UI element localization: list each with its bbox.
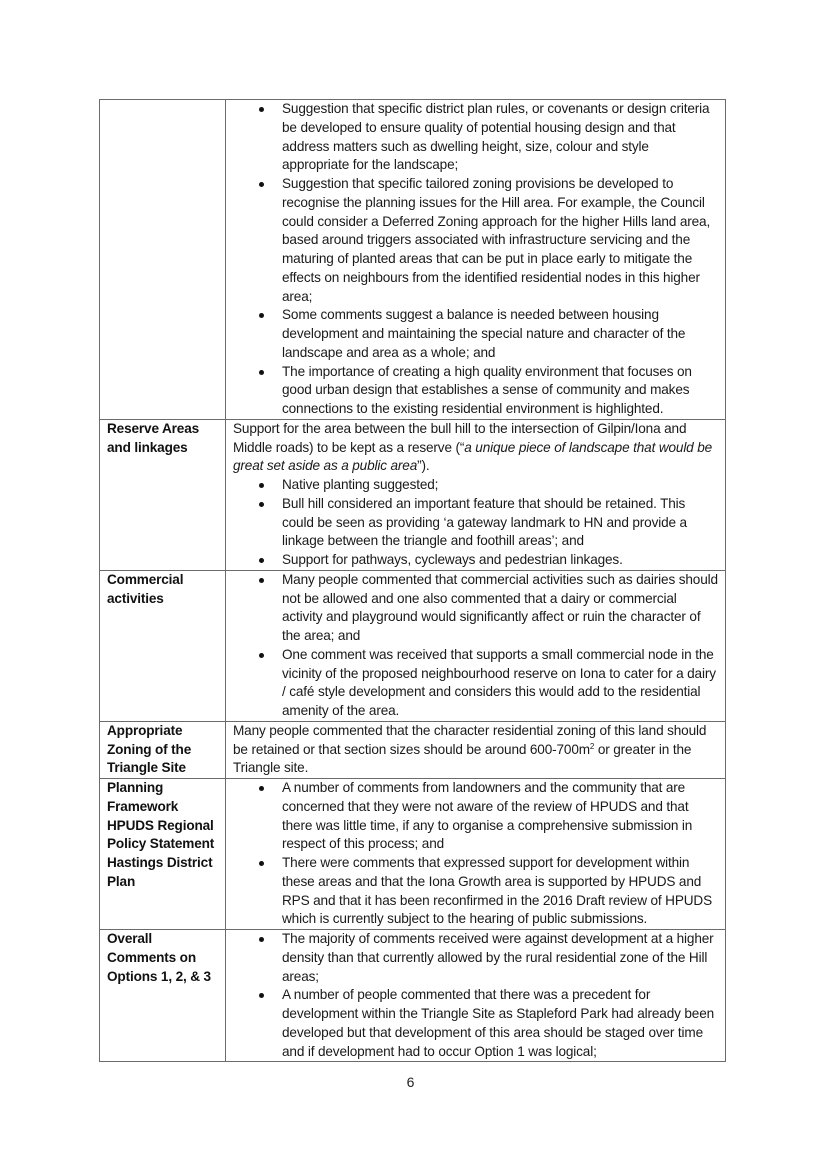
- row-text: [233, 722, 719, 778]
- intro-quote: a unique piece of landscape that would be great set aside as a public area: [233, 439, 713, 474]
- row-label: Overall Comments on Options 1, 2, & 3: [100, 930, 226, 1062]
- row-content: [226, 779, 726, 930]
- bullet-item: A number of people commented that there was a precedent for development within the Triangle Site as Stapleford Park had already been developed but that development of this area should be staged over time and if development had to occur Option 1 was logical;: [233, 986, 719, 1061]
- row-label-empty: [100, 100, 226, 420]
- bullet-list: [233, 571, 719, 721]
- superscript: 2: [589, 741, 595, 751]
- bullet-list: [233, 930, 719, 1061]
- row-label: Planning Framework HPUDS Regional Policy Statement Hastings District Plan: [100, 779, 226, 930]
- text-after-sup: or greater in the Triangle site.: [233, 741, 692, 776]
- row-intro-text: [233, 420, 719, 476]
- bullet-list: [233, 779, 719, 929]
- table-row-commercial-activities: [100, 570, 726, 721]
- bullet-item: Many people commented that commercial activities such as dairies should not be allowed and one also commented that a dairy or commercial activity and playground would significantly affect or ruin the character of the area; and: [233, 571, 719, 646]
- intro-suffix: ”).: [417, 458, 430, 474]
- bullet-item: Suggestion that specific district plan rules, or covenants or design criteria be developed to ensure quality of potential housing design and that address matters such as dwelling height, size, colour and style appropriate for the landscape;: [233, 100, 719, 175]
- bullet-item: One comment was received that supports a small commercial node in the vicinity of the proposed neighbourhood reserve on Iona to cater for a dairy / café style development and considers this would add to the residential amenity of the area.: [233, 646, 719, 721]
- bullet-item: Support for pathways, cycleways and pedestrian linkages.: [233, 551, 719, 570]
- bullet-item: Bull hill considered an important feature that should be retained. This could be seen as providing ‘a gateway landmark to HN and provide a linkage between the triangle and foothill areas’; and: [233, 495, 719, 551]
- intro-prefix: Support for the area between the bull hill to the intersection of Gilpin/Iona and Middle roads) to be kept as a reserve (“: [233, 420, 687, 455]
- table-row-appropriate-zoning: [100, 721, 726, 778]
- table-row-planning-framework: [100, 779, 726, 930]
- row-content: [226, 100, 726, 420]
- row-label: Appropriate Zoning of the Triangle Site: [100, 721, 226, 778]
- row-content: [226, 419, 726, 570]
- table-row-design-continuation: [100, 100, 726, 420]
- bullet-item: A number of comments from landowners and the community that are concerned that they were not aware of the review of HPUDS and that there was little time, if any to organise a comprehensive submission in respect of this process; and: [233, 779, 719, 854]
- table-row-overall-comments: [100, 930, 726, 1062]
- bullet-item: Suggestion that specific tailored zoning provisions be developed to recognise the planning issues for the Hill area. For example, the Council could consider a Deferred Zoning approach for the higher Hills land area, based around triggers associated with infrastructure servicing and the maturing of planted areas that can be put in place early to mitigate the effects on neighbours from the identified residential nodes in this higher area;: [233, 175, 719, 306]
- row-content: [226, 570, 726, 721]
- bullet-item: The majority of comments received were against development at a higher density than that currently allowed by the rural residential zone of the Hill areas;: [233, 930, 719, 986]
- row-label: Reserve Areas and linkages: [100, 419, 226, 570]
- bullet-list: [233, 476, 719, 570]
- bullet-item: Native planting suggested;: [233, 476, 719, 495]
- bullet-item: Some comments suggest a balance is needed between housing development and maintaining the special nature and character of the landscape and area as a whole; and: [233, 306, 719, 362]
- bullet-item: There were comments that expressed support for development within these areas and that the Iona Growth area is supported by HPUDS and RPS and that it has been reconfirmed in the 2016 Draft review of HPUDS which is currently subject to the hearing of public submissions.: [233, 854, 719, 929]
- row-content: [226, 721, 726, 778]
- table-row-reserve-areas: [100, 419, 726, 570]
- row-label: Commercial activities: [100, 570, 226, 721]
- consultation-feedback-table: [99, 99, 726, 1062]
- text-before-sup: Many people commented that the character residential zoning of this land should be retained or that section sizes should be around 600-700m: [233, 722, 707, 757]
- bullet-list: [233, 100, 719, 419]
- page-number: 6: [406, 1074, 415, 1090]
- row-content: [226, 930, 726, 1062]
- bullet-item: The importance of creating a high quality environment that focuses on good urban design that establishes a sense of community and makes connections to the existing residential environment is highlighted.: [233, 363, 719, 419]
